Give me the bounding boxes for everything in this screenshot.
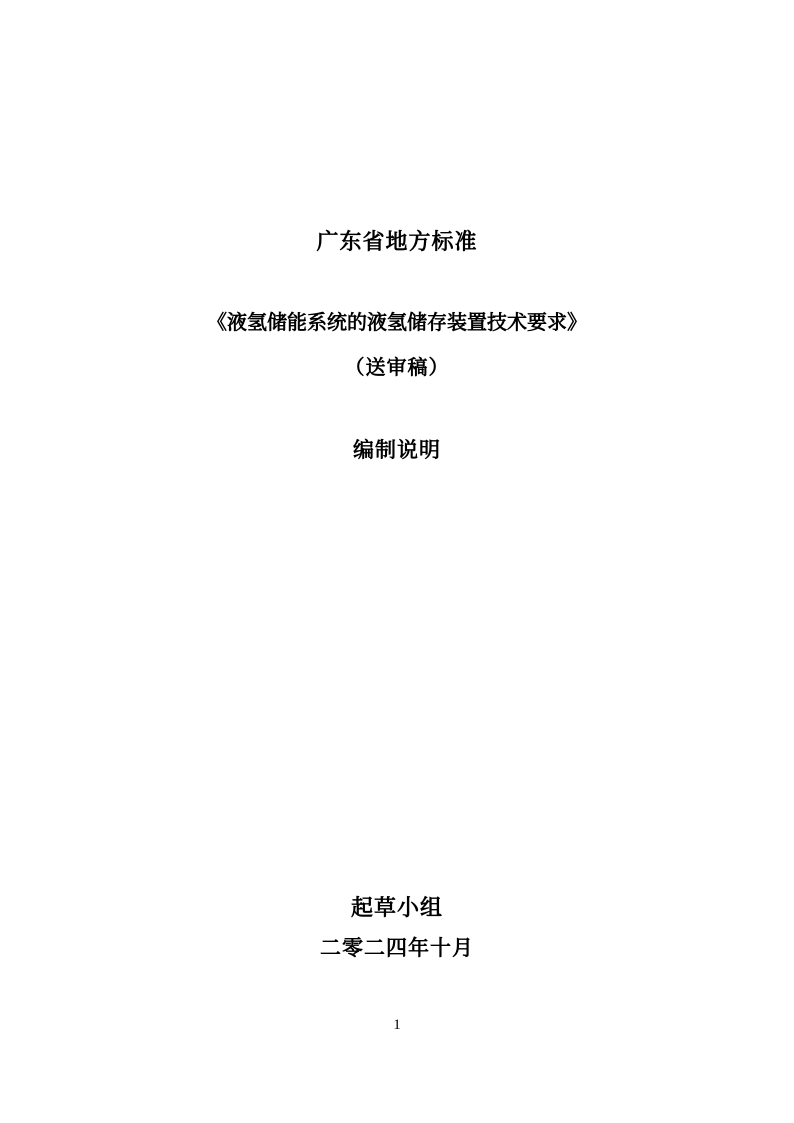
document-title: 《液氢储能系统的液氢储存装置技术要求》 xyxy=(207,312,587,334)
page-number: 1 xyxy=(393,1017,401,1033)
standard-heading: 广东省地方标准 xyxy=(316,229,478,254)
document-type-label: 编制说明 xyxy=(353,438,441,462)
author-group: 起草小组 xyxy=(350,895,443,920)
draft-status-note: （送审稿） xyxy=(344,357,450,379)
document-date: 二零二四年十月 xyxy=(320,936,474,960)
